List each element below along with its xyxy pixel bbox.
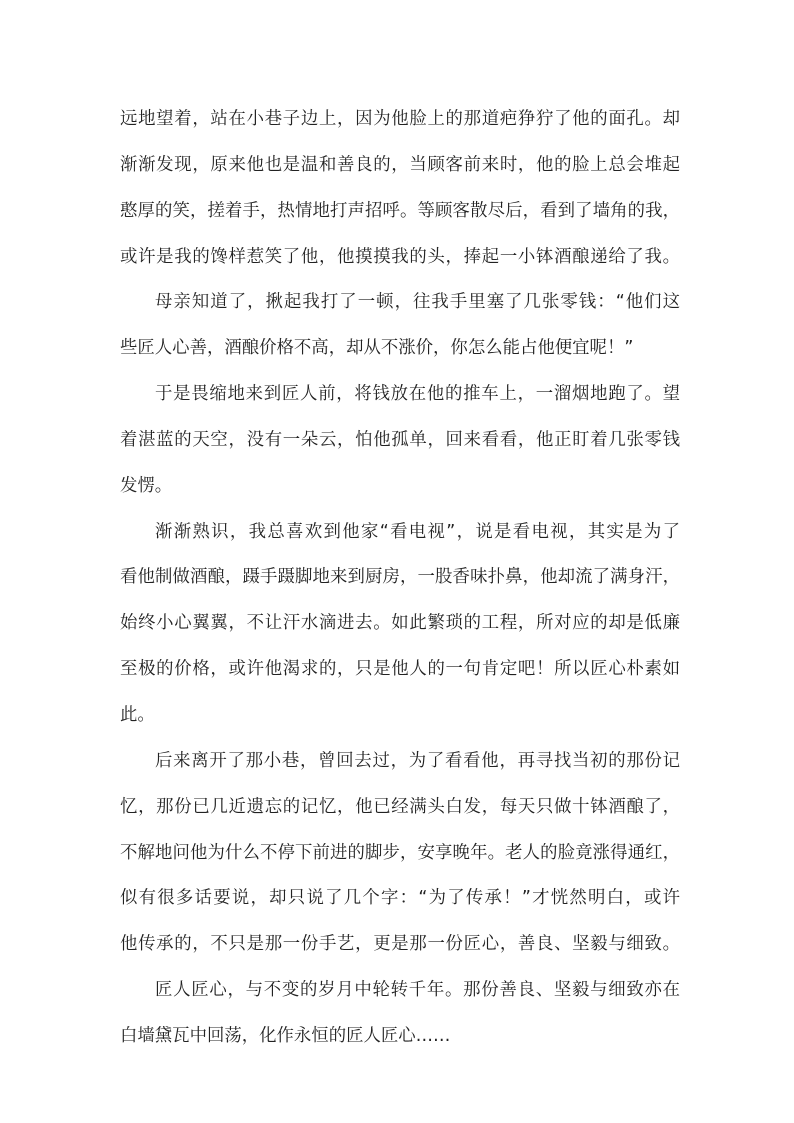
text-line: 着湛蓝的天空，没有一朵云，怕他孤单，回来看看，他正盯着几张零钱 xyxy=(120,429,680,450)
paragraph-end-line: 此。 xyxy=(120,704,155,725)
text-line: 远地望着，站在小巷子边上，因为他脸上的那道疤狰狞了他的面孔。却 xyxy=(120,109,680,129)
text-line: 憨厚的笑，搓着手，热情地打声招呼。等顾客散尽后，看到了墙角的我， xyxy=(120,200,680,221)
paragraph-start-line: 后来离开了那小巷，曾回去过，为了看看他，再寻找当初的那份记 xyxy=(155,750,680,771)
paragraph-end-line: 发愣。 xyxy=(120,475,173,496)
paragraph-end-line: 白墙黛瓦中回荡，化作永恒的匠人匠心…… xyxy=(120,1025,451,1046)
paragraph-end-line: 些匠人心善，酒酿价格不高，却从不涨价，你怎么能占他便宜呢！” xyxy=(120,338,634,359)
text-line: 渐渐发现，原来他也是温和善良的，当顾客前来时，他的脸上总会堆起 xyxy=(120,154,680,175)
text-line: 他传承的，不只是那一份手艺，更是那一份匠心，善良、坚毅与细致。 xyxy=(120,934,680,955)
text-line: 或许是我的馋样惹笑了他，他摸摸我的头，捧起一小钵酒酿递给了我。 xyxy=(120,246,680,267)
text-line: 忆，那份已几近遗忘的记忆，他已经满头白发，每天只做十钵酒酿了， xyxy=(120,796,680,817)
paragraph-start-line: 渐渐熟识，我总喜欢到他家“看电视”，说是看电视，其实是为了 xyxy=(155,521,680,542)
text-line: 始终小心翼翼，不让汗水滴进去。如此繁琐的工程，所对应的却是低廉 xyxy=(120,613,680,634)
text-line: 似有很多话要说，却只说了几个字：“为了传承！”才恍然明白，或许 xyxy=(120,888,680,909)
paragraph-start-line: 匠人匠心，与不变的岁月中轮转千年。那份善良、坚毅与细致亦在 xyxy=(155,980,680,1001)
paragraph-start-line: 母亲知道了，揪起我打了一顿，往我手里塞了几张零钱：“他们这 xyxy=(155,292,680,313)
text-line: 不解地问他为什么不停下前进的脚步，安享晚年。老人的脸竟涨得通红， xyxy=(120,842,680,863)
text-line: 至极的价格，或许他渴求的，只是他人的一句肯定吧！所以匠心朴素如 xyxy=(120,659,680,680)
essay-text xyxy=(120,101,680,1064)
text-line: 看他制做酒酿，蹑手蹑脚地来到厨房，一股香味扑鼻，他却流了满身汗， xyxy=(120,567,680,588)
paragraph-start-line: 于是畏缩地来到匠人前，将钱放在他的推车上，一溜烟地跑了。望 xyxy=(155,384,680,405)
